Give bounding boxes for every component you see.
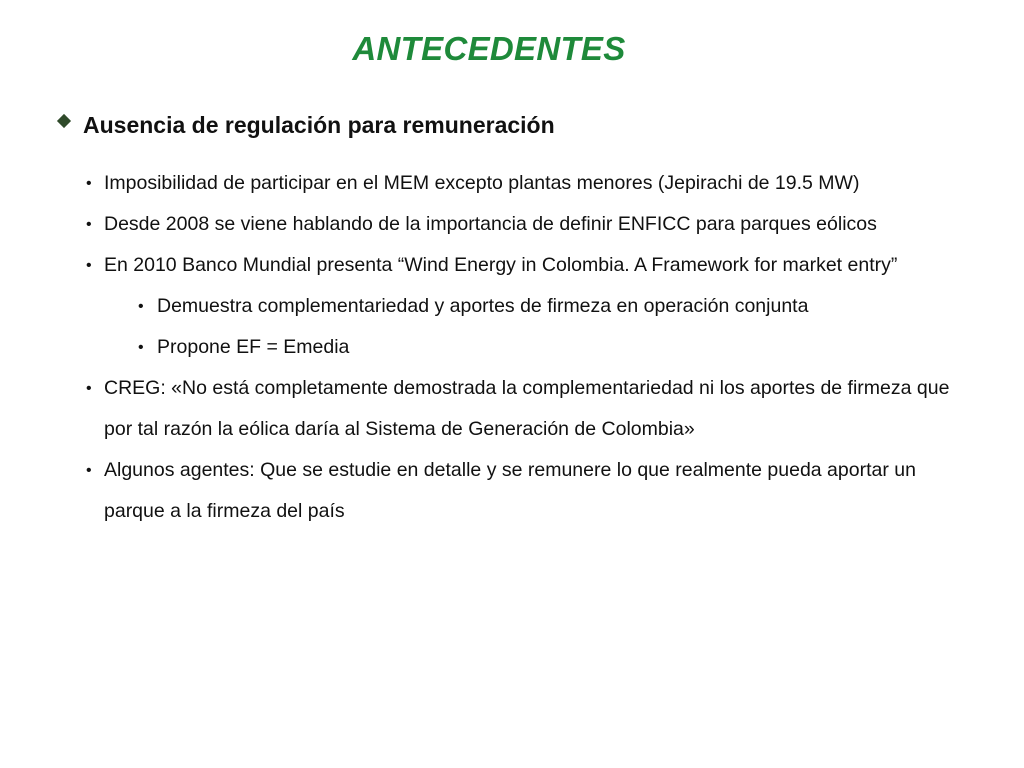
- bullet-dot-icon: •: [86, 257, 92, 274]
- bullet-item: [0, 163, 964, 204]
- bullet-dot-icon: •: [86, 380, 92, 397]
- bullet-text: Desde 2008 se viene hablando de la importancia de definir ENFICC para parques eólicos: [104, 213, 877, 235]
- bullet-item: [0, 368, 964, 450]
- diamond-icon: [57, 113, 71, 127]
- bullet-dot-icon: •: [86, 175, 92, 192]
- sub-bullet-item: [0, 327, 957, 368]
- bullet-text: Imposibilidad de participar en el MEM excepto plantas menores (Jepirachi de 19.5 MW): [104, 172, 860, 194]
- bullet-item: [0, 204, 964, 245]
- section-heading-text: Ausencia de regulación para remuneración: [83, 112, 555, 138]
- bullet-dot-icon: •: [138, 339, 144, 356]
- bullet-item: [0, 245, 964, 286]
- bullet-text: Algunos agentes: Que se estudie en detalle y se remunere lo que realmente pueda aportar un parque a la firmeza del país: [104, 459, 916, 522]
- bullet-list: [0, 163, 1024, 532]
- slide-title: ANTECEDENTES: [352, 30, 626, 67]
- sub-bullet-item: [0, 286, 957, 327]
- bullet-dot-icon: •: [86, 462, 92, 479]
- bullet-item: [0, 450, 964, 532]
- sub-bullet-text: Demuestra complementariedad y aportes de firmeza en operación conjunta: [157, 295, 809, 317]
- section-heading: [56, 112, 555, 139]
- bullet-text: CREG: «No está completamente demostrada la complementariedad ni los aportes de firmeza que por tal razón la eólica daría al Sistema de Generación de Colombia»: [104, 377, 950, 440]
- bullet-text: En 2010 Banco Mundial presenta “Wind Energy in Colombia. A Framework for market entry”: [104, 254, 898, 276]
- bullet-dot-icon: •: [138, 298, 144, 315]
- bullet-dot-icon: •: [86, 216, 92, 233]
- sub-bullet-text: Propone EF = Emedia: [157, 336, 350, 358]
